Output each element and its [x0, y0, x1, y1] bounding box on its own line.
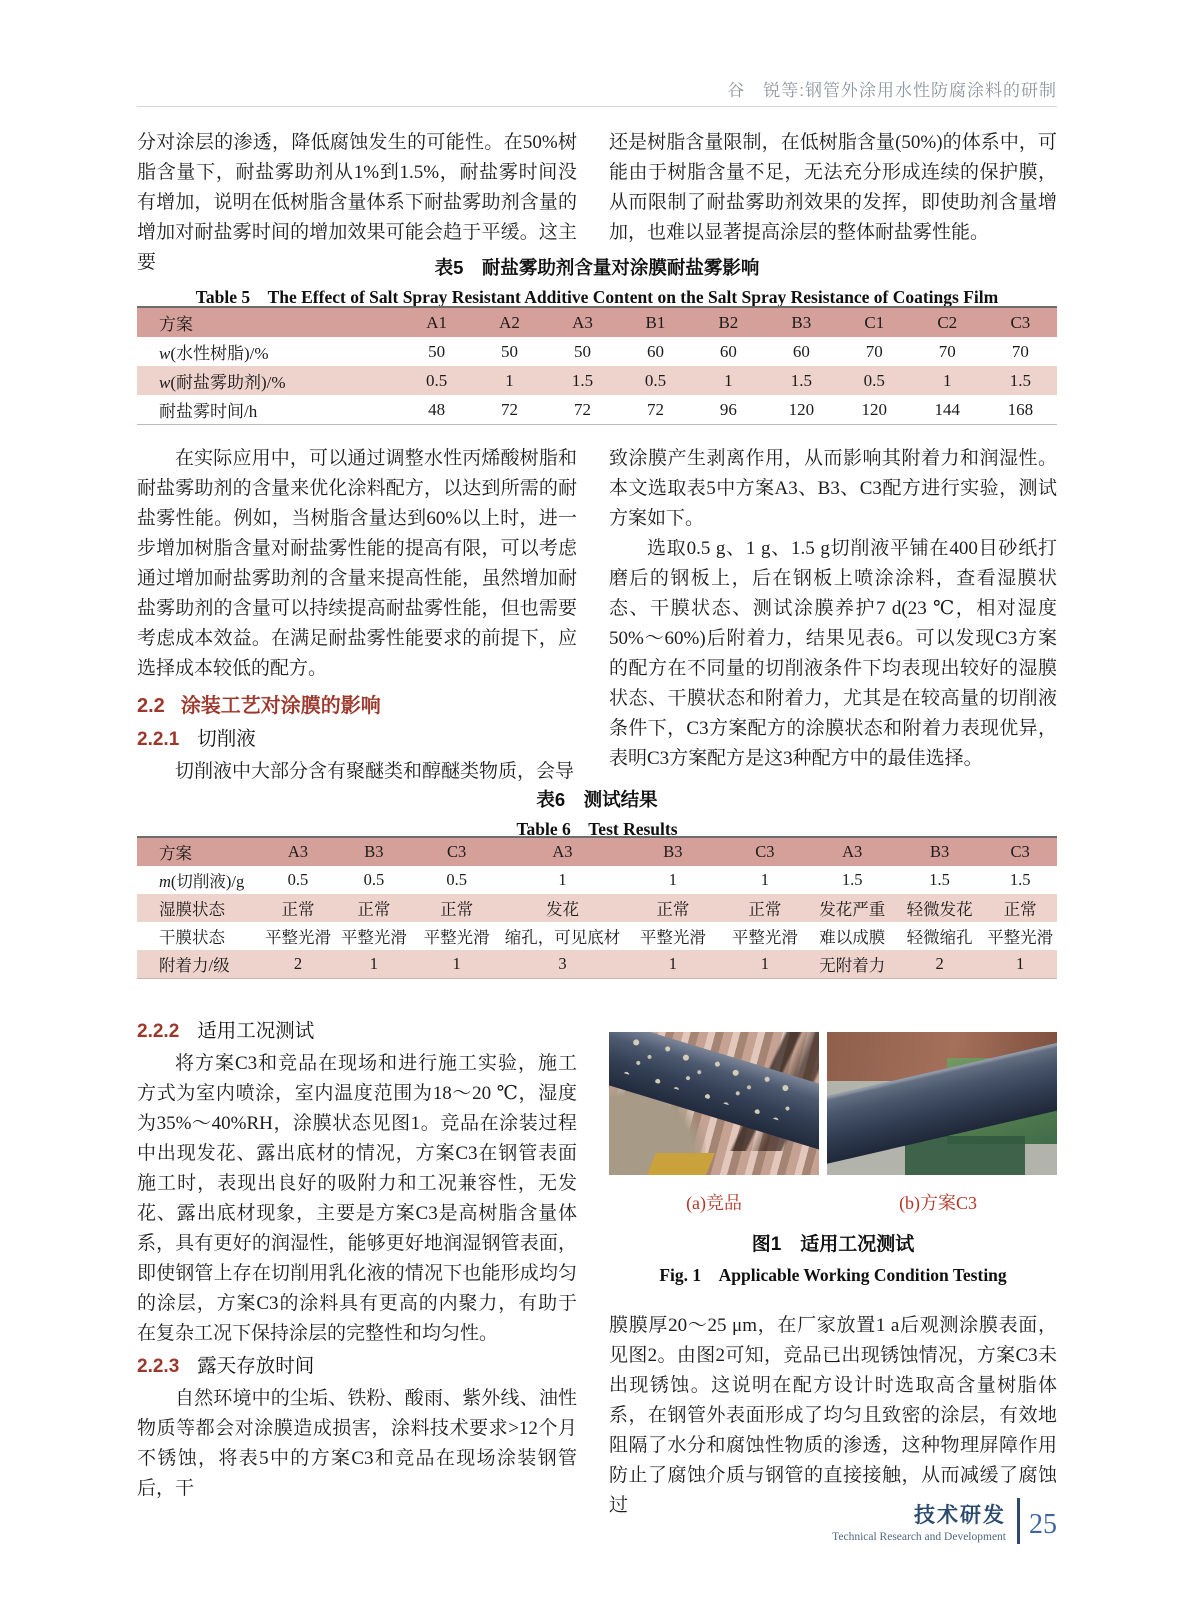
- cell: 0.5: [644, 370, 667, 390]
- column-header: A1: [426, 312, 447, 332]
- cell: 发花: [545, 900, 579, 919]
- page-footer: [137, 1498, 1057, 1544]
- table5: [137, 306, 1057, 425]
- section-number: 2.2: [137, 695, 165, 717]
- left-column: [137, 1014, 577, 1521]
- column-header: B2: [718, 312, 739, 332]
- cell: 1: [558, 870, 567, 889]
- right-column: [609, 444, 1057, 787]
- column-header: B3: [929, 842, 950, 861]
- cell: 1: [943, 370, 952, 390]
- row-label: 耐盐雾时间/h: [159, 402, 258, 421]
- table-row: [137, 866, 1057, 894]
- row-label: [137, 866, 261, 894]
- section-title: 涂装工艺对涂膜的影响: [180, 695, 381, 717]
- section-heading-2-2-1: [137, 725, 577, 756]
- paragraph-left-mid: 在实际应用中，可以通过调整水性丙烯酸树脂和耐盐雾助剂的含量来优化涂料配方，以达到所需的耐盐雾性能。例如，当树脂含量达到60%以上时，进一步增加树脂含量对耐盐雾性能的提高有限，可以考虑通过增加耐盐雾助剂的含量来提高性能，虽然增加耐盐雾助剂的含量可以持续提高耐盐雾性能，但也需要考虑成本效益。在满足耐盐雾性能要求的前提下，应选择成本较低的配方。: [137, 448, 577, 679]
- cell: 正常: [748, 900, 782, 919]
- table-row: [137, 894, 1057, 922]
- cell: 平整光滑: [340, 928, 407, 947]
- cell: 1: [1016, 954, 1025, 973]
- cell: 70: [865, 341, 883, 361]
- cell: 缩孔，可见底材: [504, 928, 621, 947]
- cell: 0.5: [863, 370, 885, 390]
- column-header: A3: [572, 312, 593, 332]
- cell: 3: [558, 954, 567, 973]
- cell: 1: [668, 954, 677, 973]
- figure1-label-b: (b)方案C3: [899, 1193, 978, 1213]
- column-header: C1: [864, 312, 885, 332]
- table5-caption-cn: 表5 耐盐雾助剂含量对涂膜耐盐雾影响: [434, 257, 760, 278]
- cell: 1.5: [571, 370, 594, 390]
- cell: 70: [938, 341, 956, 361]
- cell: 1.5: [790, 370, 812, 390]
- figure1: [609, 1032, 1057, 1175]
- section-title: 露天存放时间: [197, 1356, 315, 1377]
- paragraph-working-condition: 将方案C3和竞品在现场和进行施工实验，施工方式为室内喷涂，室内温度范围为18～20 ℃，湿度为35%～40%RH，涂膜状态见图1。竞品在涂装过程中出现发花、露出底材的情况，方案C3在钢管表面施工时，表现出良好的吸附力和工况兼容性，无发花、露出底材现象，主要是方案C3是高树脂含量体系，具有更好的润湿性，能够更好地润湿钢管表面，即使钢管上存在切削用乳化液的情况下也能形成均匀的涂层，方案C3的涂料具有更高的内聚力，有助于在复杂工况下保持涂层的完整性和均匀性。: [137, 1053, 577, 1344]
- footer-divider-bar: [1017, 1498, 1020, 1544]
- cell: 168: [1007, 399, 1034, 419]
- table6-caption-en: Table 6 Test Results: [516, 819, 678, 839]
- variable-symbol: w: [159, 373, 171, 392]
- column-header: B3: [364, 842, 384, 861]
- variable-symbol: w: [159, 344, 171, 363]
- column-header: B3: [791, 312, 812, 332]
- column-header: C2: [937, 312, 958, 332]
- cell: 正常: [281, 900, 315, 919]
- cell: 1: [369, 954, 378, 973]
- cell: 50: [573, 341, 591, 361]
- row-label-text: (水性树脂)/%: [170, 344, 269, 363]
- cell: 60: [792, 341, 810, 361]
- cell: 1.5: [1009, 370, 1031, 390]
- column-header: A2: [499, 312, 520, 332]
- row-label-text: (切削液)/g: [170, 872, 245, 891]
- paragraph-cutting-fluid: 切削液中大部分含有聚醚类和醇醚类物质，会导: [175, 761, 575, 782]
- cell: 1: [668, 870, 677, 889]
- bottom-text-row: [137, 1014, 1057, 1521]
- cell: 难以成膜: [819, 928, 886, 947]
- section-title: 切削液: [197, 729, 256, 750]
- cell: 1: [724, 370, 733, 390]
- column-header: A3: [287, 842, 309, 861]
- cell: 50: [428, 341, 446, 361]
- cell: 0.5: [425, 370, 448, 390]
- cell: 正常: [1003, 900, 1037, 919]
- footer-section-cn: 技术研发: [914, 1504, 1006, 1527]
- cell: 轻微缩孔: [906, 928, 973, 947]
- table6-caption: [137, 786, 1057, 841]
- figure1-label-a: (a)竞品: [686, 1193, 743, 1213]
- figure1-sublabels: [609, 1189, 1057, 1215]
- paragraph-right-mid-2: 选取0.5 g、1 g、1.5 g切削液平铺在400目砂纸打磨后的钢板上，后在钢板上喷涂涂料，查看湿膜状态、干膜状态、测试涂膜养护7 d(23 ℃，相对湿度50%～60%)后附着力，结果见表6。可以发现C3方案的配方在不同量的切削液条件下均表现出较好的湿膜状态、干膜状态和附着力，尤其是在较高量的切削液条件下，C3方案配方的涂膜状态和附着力表现优异，表明C3方案配方是这3种配方中的最佳选择。: [609, 538, 1057, 769]
- table-row: [137, 837, 1057, 866]
- cell: 无附着力: [819, 956, 886, 975]
- header-divider: [137, 106, 1057, 107]
- right-column: [609, 1014, 1057, 1521]
- column-header: 方案: [159, 315, 193, 334]
- section-heading-2-2: [137, 690, 577, 722]
- row-label: 干膜状态: [159, 928, 225, 947]
- column-header: 方案: [159, 844, 192, 863]
- paragraph-outdoor-storage: 自然环境中的尘垢、铁粉、酸雨、紫外线、油性物质等都会对涂膜造成损害，涂料技术要求>12个月不锈蚀，将表5中的方案C3和竞品在现场涂装钢管后，干: [137, 1388, 577, 1499]
- cell: 2: [293, 954, 303, 973]
- photo-green-shadow: [905, 1136, 1025, 1175]
- cell: 72: [573, 399, 591, 419]
- table-row: [137, 307, 1057, 337]
- cell: 平整光滑: [731, 928, 798, 947]
- column-header: C3: [447, 842, 467, 861]
- table-row: [137, 922, 1057, 950]
- figure1-caption-en: Fig. 1 Applicable Working Condition Testing: [659, 1265, 1007, 1285]
- column-header: A3: [552, 842, 573, 861]
- left-column: [137, 444, 577, 787]
- cell: 正常: [656, 900, 690, 919]
- row-label: [137, 366, 400, 395]
- cell: 144: [934, 399, 960, 419]
- row-label: 附着力/级: [159, 956, 230, 975]
- column-header: C3: [755, 842, 775, 861]
- column-header: C3: [1010, 842, 1030, 861]
- cell: 1.5: [841, 870, 863, 889]
- table5-caption: [137, 254, 1057, 309]
- cell: 0.5: [287, 870, 309, 889]
- cell: 120: [788, 399, 815, 419]
- section-number: 2.2.1: [137, 729, 180, 750]
- table6-caption-cn: 表6 测试结果: [536, 789, 658, 810]
- cell: 1: [760, 954, 769, 973]
- cell: 平整光滑: [423, 928, 490, 947]
- cell: 平整光滑: [264, 928, 331, 947]
- row-label-text: (耐盐雾助剂)/%: [170, 373, 286, 392]
- paragraph-right-bottom: 膜膜厚20～25 μm，在厂家放置1 a后观测涂膜表面，见图2。由图2可知，竞品已出现锈蚀情况，方案C3未出现锈蚀。这说明在配方设计时选取高含量树脂体系，在钢管外表面形成了均匀且致密的涂层，有效地阻隔了水分和腐蚀性物质的渗透，这种物理屏障作用防止了腐蚀介质与钢管的直接接触，从而减缓了腐蚀过: [609, 1315, 1057, 1516]
- cell: 正常: [440, 900, 474, 919]
- footer-section-en: Technical Research and Development: [832, 1531, 1006, 1543]
- cell: 96: [719, 399, 737, 419]
- table-row: [137, 395, 1057, 425]
- section-number: 2.2.2: [137, 1021, 180, 1042]
- column-header: A3: [842, 842, 863, 861]
- table5-caption-en: Table 5 The Effect of Salt Spray Resistant Additive Content on the Salt Spray Resistance of Coatings Film: [195, 287, 999, 307]
- section-heading-2-2-3: [137, 1352, 577, 1383]
- paragraph-left-top: 分对涂层的渗透，降低腐蚀发生的可能性。在50%树脂含量下，耐盐雾助剂从1%到1.5%，耐盐雾时间没有增加，说明在低树脂含量体系下耐盐雾助剂含量的增加对耐盐雾时间的增加效果可能会趋于平缓。这主要: [137, 132, 577, 273]
- page-number: 25: [1029, 1509, 1057, 1540]
- cell: 60: [719, 341, 737, 361]
- paragraph-right-mid-1: 致涂膜产生剥离作用，从而影响其附着力和润湿性。本文选取表5中方案A3、B3、C3配方进行实验，测试方案如下。: [609, 448, 1057, 529]
- cell: 48: [428, 399, 446, 419]
- cell: 72: [646, 399, 664, 419]
- footer-section: [832, 1499, 1006, 1543]
- column-header: C3: [1010, 312, 1031, 332]
- cell: 60: [646, 341, 664, 361]
- cell: 平整光滑: [639, 928, 706, 947]
- row-label: 湿膜状态: [159, 900, 225, 919]
- row-label: [137, 337, 400, 366]
- cell: 1: [505, 370, 514, 390]
- cell: 2: [935, 954, 944, 973]
- cell: 70: [1011, 341, 1029, 361]
- cell: 发花严重: [819, 900, 886, 919]
- running-header: 谷 锐等:钢管外涂用水性防腐涂料的研制: [727, 81, 1057, 100]
- figure1-photo-competitor: [609, 1032, 819, 1175]
- cell: 平整光滑: [987, 928, 1054, 947]
- table-row: [137, 950, 1057, 979]
- cell: 1.5: [1009, 870, 1031, 889]
- cell: 0.5: [446, 870, 467, 889]
- column-header: B3: [663, 842, 683, 861]
- table6: [137, 836, 1057, 979]
- cell: 120: [861, 399, 888, 419]
- cell: 1: [452, 954, 461, 973]
- table-row: [137, 337, 1057, 366]
- figure1-photo-scheme-c3: [827, 1032, 1057, 1175]
- middle-text-row: [137, 444, 1057, 787]
- paragraph-right-top: 还是树脂含量限制，在低树脂含量(50%)的体系中，可能由于树脂含量不足，无法充分形成连续的保护膜，从而限制了耐盐雾助剂效果的发挥，即使助剂含量增加，也难以显著提高涂层的整体耐盐雾性能。: [609, 132, 1057, 243]
- cell: 50: [501, 341, 519, 361]
- cell: 正常: [357, 900, 391, 919]
- figure1-caption-cn: 图1 适用工况测试: [751, 1234, 915, 1255]
- column-header: B1: [645, 312, 666, 332]
- cell: 1: [760, 870, 769, 889]
- section-number: 2.2.3: [137, 1356, 180, 1377]
- cell: 72: [501, 399, 519, 419]
- cell: 0.5: [363, 870, 385, 889]
- section-title: 适用工况测试: [197, 1021, 315, 1042]
- photo-yellow-patch: [646, 1153, 715, 1175]
- cell: 1.5: [929, 870, 950, 889]
- variable-symbol: m: [159, 872, 171, 891]
- table-row: [137, 366, 1057, 395]
- section-heading-2-2-2: [137, 1017, 577, 1048]
- cell: 轻微发花: [906, 900, 973, 919]
